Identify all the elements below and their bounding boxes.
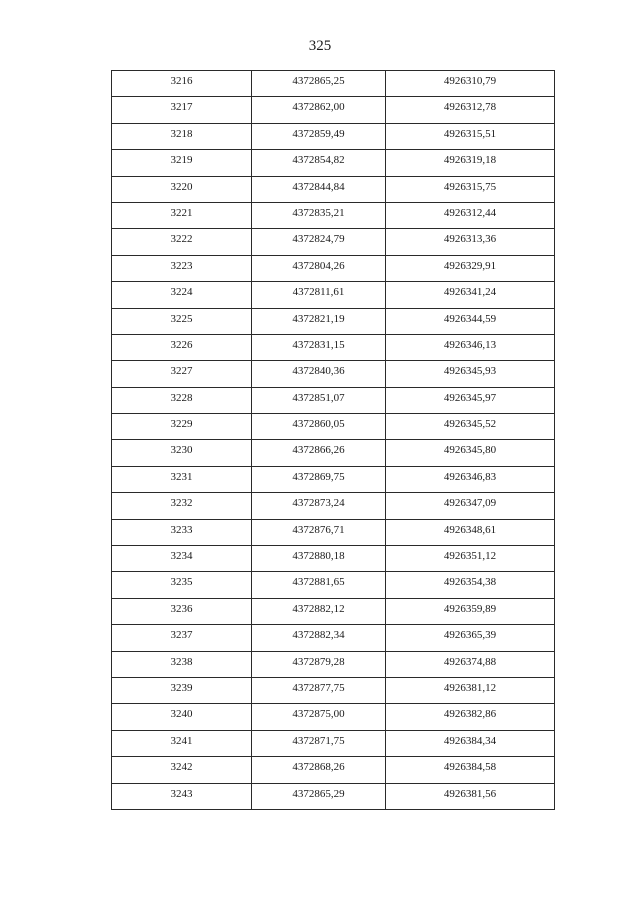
table-row: [112, 440, 555, 466]
x-coordinate-cell: 4372882,34: [252, 625, 386, 651]
y-coordinate-cell: 4926310,79: [386, 71, 555, 97]
table-row: [112, 97, 555, 123]
x-coordinate-cell: 4372866,26: [252, 440, 386, 466]
table-row: [112, 783, 555, 809]
coordinates-table-body: [112, 71, 555, 810]
point-number-cell: 3238: [112, 651, 252, 677]
table-row: [112, 202, 555, 228]
point-number-cell: 3239: [112, 677, 252, 703]
table-row: [112, 651, 555, 677]
table-row: [112, 625, 555, 651]
table-row: [112, 704, 555, 730]
table-row: [112, 150, 555, 176]
x-coordinate-cell: 4372865,25: [252, 71, 386, 97]
point-number-cell: 3236: [112, 598, 252, 624]
table-row: [112, 598, 555, 624]
x-coordinate-cell: 4372876,71: [252, 519, 386, 545]
x-coordinate-cell: 4372869,75: [252, 466, 386, 492]
x-coordinate-cell: 4372811,61: [252, 282, 386, 308]
y-coordinate-cell: 4926344,59: [386, 308, 555, 334]
point-number-cell: 3220: [112, 176, 252, 202]
x-coordinate-cell: 4372881,65: [252, 572, 386, 598]
coordinates-table: [111, 70, 555, 810]
x-coordinate-cell: 4372865,29: [252, 783, 386, 809]
y-coordinate-cell: 4926329,91: [386, 255, 555, 281]
point-number-cell: 3240: [112, 704, 252, 730]
x-coordinate-cell: 4372860,05: [252, 414, 386, 440]
y-coordinate-cell: 4926346,13: [386, 334, 555, 360]
point-number-cell: 3219: [112, 150, 252, 176]
point-number-cell: 3227: [112, 361, 252, 387]
table-row: [112, 572, 555, 598]
x-coordinate-cell: 4372840,36: [252, 361, 386, 387]
y-coordinate-cell: 4926347,09: [386, 493, 555, 519]
table-row: [112, 123, 555, 149]
y-coordinate-cell: 4926341,24: [386, 282, 555, 308]
point-number-cell: 3228: [112, 387, 252, 413]
point-number-cell: 3216: [112, 71, 252, 97]
y-coordinate-cell: 4926315,51: [386, 123, 555, 149]
y-coordinate-cell: 4926345,80: [386, 440, 555, 466]
x-coordinate-cell: 4372851,07: [252, 387, 386, 413]
y-coordinate-cell: 4926351,12: [386, 546, 555, 572]
table-row: [112, 414, 555, 440]
point-number-cell: 3241: [112, 730, 252, 756]
table-row: [112, 361, 555, 387]
y-coordinate-cell: 4926381,12: [386, 677, 555, 703]
table-row: [112, 757, 555, 783]
y-coordinate-cell: 4926345,52: [386, 414, 555, 440]
table-row: [112, 519, 555, 545]
x-coordinate-cell: 4372859,49: [252, 123, 386, 149]
point-number-cell: 3235: [112, 572, 252, 598]
table-row: [112, 677, 555, 703]
table-row: [112, 334, 555, 360]
point-number-cell: 3243: [112, 783, 252, 809]
x-coordinate-cell: 4372824,79: [252, 229, 386, 255]
x-coordinate-cell: 4372831,15: [252, 334, 386, 360]
y-coordinate-cell: 4926345,93: [386, 361, 555, 387]
x-coordinate-cell: 4372854,82: [252, 150, 386, 176]
y-coordinate-cell: 4926346,83: [386, 466, 555, 492]
x-coordinate-cell: 4372871,75: [252, 730, 386, 756]
y-coordinate-cell: 4926313,36: [386, 229, 555, 255]
y-coordinate-cell: 4926374,88: [386, 651, 555, 677]
y-coordinate-cell: 4926365,39: [386, 625, 555, 651]
table-row: [112, 176, 555, 202]
point-number-cell: 3233: [112, 519, 252, 545]
x-coordinate-cell: 4372877,75: [252, 677, 386, 703]
table-row: [112, 71, 555, 97]
table-row: [112, 255, 555, 281]
y-coordinate-cell: 4926381,56: [386, 783, 555, 809]
point-number-cell: 3231: [112, 466, 252, 492]
point-number-cell: 3223: [112, 255, 252, 281]
point-number-cell: 3234: [112, 546, 252, 572]
table-row: [112, 282, 555, 308]
point-number-cell: 3222: [112, 229, 252, 255]
point-number-cell: 3224: [112, 282, 252, 308]
y-coordinate-cell: 4926348,61: [386, 519, 555, 545]
y-coordinate-cell: 4926312,44: [386, 202, 555, 228]
table-row: [112, 466, 555, 492]
y-coordinate-cell: 4926312,78: [386, 97, 555, 123]
x-coordinate-cell: 4372880,18: [252, 546, 386, 572]
x-coordinate-cell: 4372821,19: [252, 308, 386, 334]
point-number-cell: 3242: [112, 757, 252, 783]
y-coordinate-cell: 4926315,75: [386, 176, 555, 202]
x-coordinate-cell: 4372873,24: [252, 493, 386, 519]
table-row: [112, 730, 555, 756]
x-coordinate-cell: 4372804,26: [252, 255, 386, 281]
x-coordinate-cell: 4372844,84: [252, 176, 386, 202]
x-coordinate-cell: 4372862,00: [252, 97, 386, 123]
y-coordinate-cell: 4926382,86: [386, 704, 555, 730]
y-coordinate-cell: 4926319,18: [386, 150, 555, 176]
x-coordinate-cell: 4372882,12: [252, 598, 386, 624]
page-number: 325: [308, 38, 332, 54]
y-coordinate-cell: 4926354,38: [386, 572, 555, 598]
point-number-cell: 3226: [112, 334, 252, 360]
x-coordinate-cell: 4372879,28: [252, 651, 386, 677]
table-row: [112, 387, 555, 413]
table-row: [112, 308, 555, 334]
x-coordinate-cell: 4372875,00: [252, 704, 386, 730]
point-number-cell: 3225: [112, 308, 252, 334]
point-number-cell: 3232: [112, 493, 252, 519]
y-coordinate-cell: 4926359,89: [386, 598, 555, 624]
point-number-cell: 3230: [112, 440, 252, 466]
x-coordinate-cell: 4372835,21: [252, 202, 386, 228]
point-number-cell: 3229: [112, 414, 252, 440]
point-number-cell: 3237: [112, 625, 252, 651]
table-row: [112, 229, 555, 255]
y-coordinate-cell: 4926384,34: [386, 730, 555, 756]
y-coordinate-cell: 4926384,58: [386, 757, 555, 783]
y-coordinate-cell: 4926345,97: [386, 387, 555, 413]
table-row: [112, 493, 555, 519]
x-coordinate-cell: 4372868,26: [252, 757, 386, 783]
table-row: [112, 546, 555, 572]
point-number-cell: 3221: [112, 202, 252, 228]
point-number-cell: 3217: [112, 97, 252, 123]
point-number-cell: 3218: [112, 123, 252, 149]
